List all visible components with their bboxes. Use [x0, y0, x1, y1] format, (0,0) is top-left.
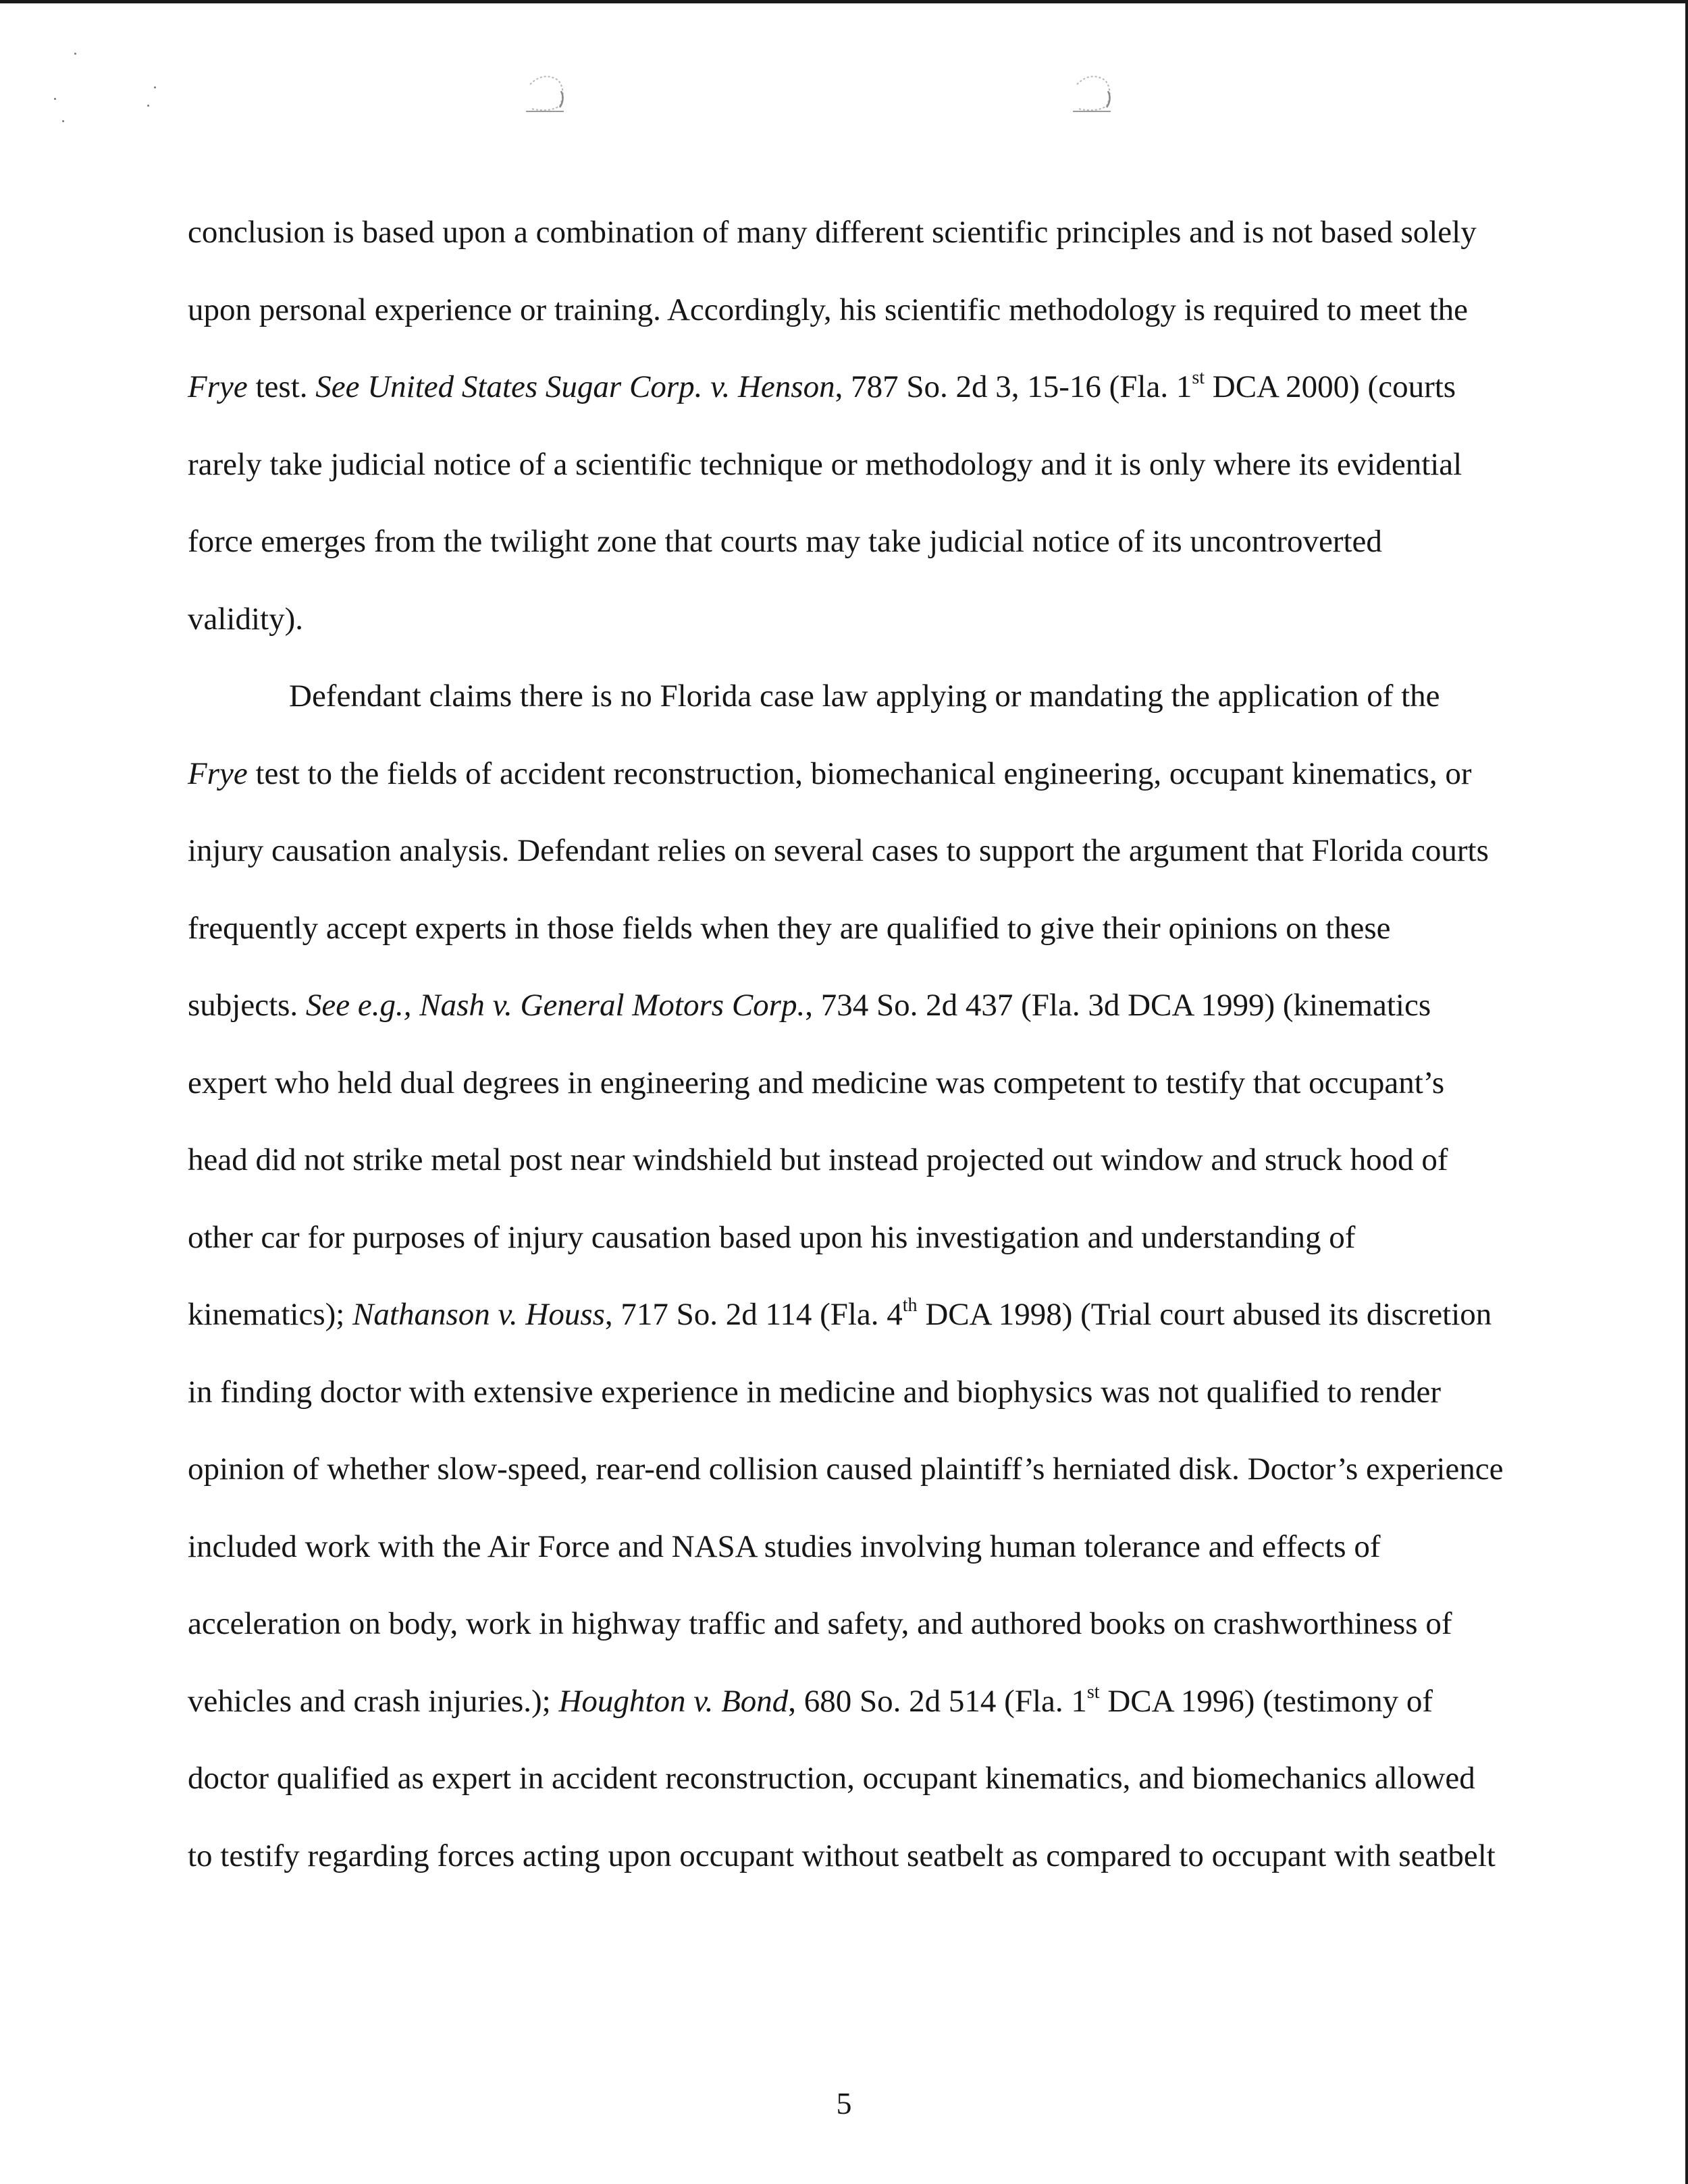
case-citation-italic: Houghton v. Bond — [558, 1683, 789, 1719]
document-body — [188, 194, 1504, 1894]
text-run: Defendant claims there is no Florida case law applying or mandating the application of the — [289, 678, 1440, 714]
text-run: , 734 So. 2d 437 (Fla. 3d DCA 1999) (kinematics expert who held dual degrees in engineering and medicine was competent to testify that occupant’s head did not strike metal post near windshield but instead projected out window and struck hood of other car for purposes of injury causation based upon his investigation and understanding of kinematics); — [188, 988, 1448, 1332]
body-paragraph — [188, 658, 1504, 1894]
text-run: DCA 1996) (testimony of doctor qualified as expert in accident reconstruction, occupant kinematics, and biomechanics allowed to testify regarding forces acting upon occupant without seatbelt as compared to occupant with seatbelt — [188, 1683, 1496, 1873]
case-citation-italic: See United States Sugar Corp. v. Henson — [315, 369, 835, 404]
scan-speck — [62, 120, 64, 122]
case-citation-italic: See e.g., Nash v. General Motors Corp. — [305, 988, 806, 1023]
body-paragraph — [188, 194, 1504, 658]
ordinal-superscript: st — [1192, 367, 1205, 388]
text-run: DCA 1998) (Trial court abused its discretion in finding doctor with extensive experience in medicine and biophysics was not qualified to render opinion of whether slow-speed, rear-end collision caused plaintiff’s herniated disk. Doctor’s experience included work with the Air Force and NASA studies involving human tolerance and effects of acceleration on body, work in highway traffic and safety, and authored books on crashworthiness of vehicles and crash injuries.); — [188, 1297, 1504, 1719]
page-number: 5 — [836, 2086, 852, 2121]
scan-speck — [154, 86, 156, 88]
text-run: , 717 So. 2d 114 (Fla. 4 — [604, 1297, 903, 1332]
hole-punch-mark-left — [517, 64, 577, 125]
scan-edge-right — [1685, 0, 1688, 2184]
ordinal-superscript: st — [1086, 1681, 1100, 1703]
case-citation-italic: Nathanson v. Houss — [352, 1297, 605, 1332]
hole-punch-mark-right — [1063, 64, 1124, 125]
case-citation-italic: Frye — [188, 755, 248, 791]
text-run: , 787 So. 2d 3, 15-16 (Fla. 1 — [835, 369, 1192, 404]
scan-edge-top — [0, 0, 1688, 3]
text-run: DCA 2000) (courts rarely take judicial notice of a scientific technique or methodology and it is only where its evidential force emerges from the twilight zone that courts may take judicial notice of its uncontroverted validity). — [188, 369, 1462, 637]
text-run: test to the fields of accident reconstruction, biomechanical engineering, occupant kinematics, or injury causation analysis. Defendant relies on several cases to support the argument that Florida courts frequently accept experts in those fields when they are qualified to give their opinions on these subjects. — [188, 755, 1489, 1023]
scan-speck — [74, 53, 76, 55]
ordinal-superscript: th — [902, 1295, 918, 1316]
text-run: conclusion is based upon a combination of many different scientific principles and is not based solely upon personal experience or training. Accordingly, his scientific methodology is required to meet the — [188, 215, 1477, 327]
scan-speck — [147, 105, 149, 107]
text-run: , 680 So. 2d 514 (Fla. 1 — [788, 1683, 1087, 1719]
case-citation-italic: Frye — [188, 369, 248, 404]
text-run: test. — [247, 369, 316, 404]
scan-speck — [54, 98, 56, 100]
